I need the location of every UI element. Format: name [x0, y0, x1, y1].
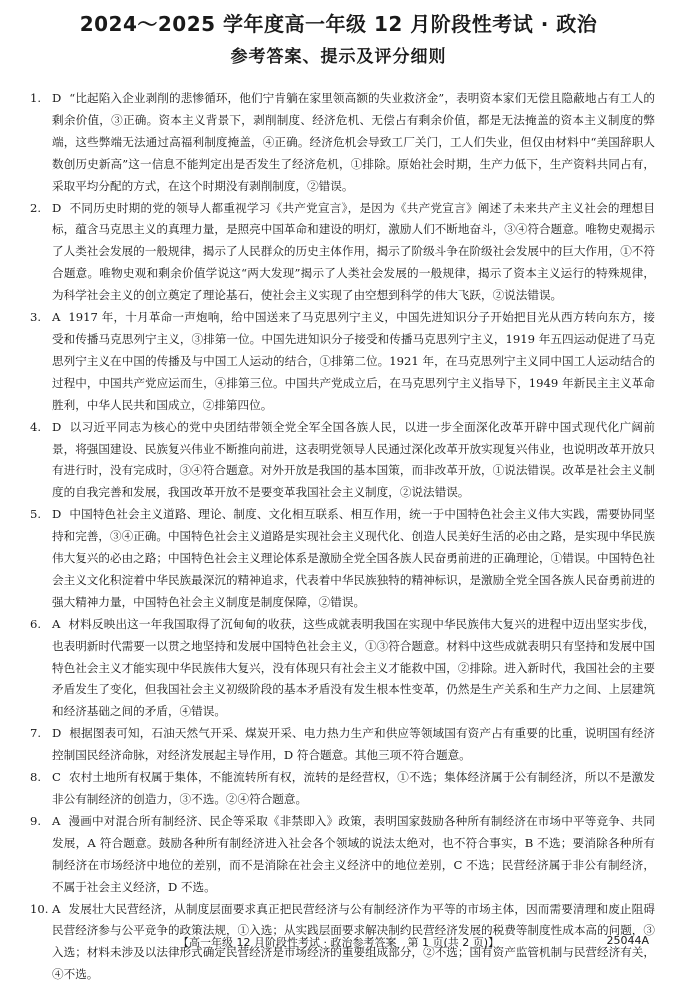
question-number: 8. [30, 770, 42, 785]
document-title: 2024～2025 学年度高一年级 12 月阶段性考试 · 政治 [79, 12, 598, 36]
question-number: 1. [30, 91, 42, 105]
answer-item [30, 504, 655, 614]
question-number: 6. [30, 616, 42, 631]
answer-choice: A [52, 813, 61, 828]
answer-explanation: 不同历史时期的党的领导人都重视学习《共产党宣言》，是因为《共产党宣言》阐述了未来共产主义社会的理想目标，蕴含马克思主义的真理力量，是照亮中国革命和建设的明灯，激励人们不断地奋斗，③④符合题意。唯物史观揭示了人类社会发展的一般规律，揭示了人民群众的历史主体作用，揭示了阶级斗争在阶级社会发展中的巨大作用，①不符合题意。唯物史观和剩余价值学说这“两大发现”揭示了人类社会发展的一般规律，揭示了资本主义运行的特殊规律，为科学社会主义的创立奠定了理论基石，使社会主义实现了由空想到科学的伟大飞跃，②说法错误。 [52, 200, 655, 303]
answer-choice: D [52, 726, 62, 741]
question-number: 3. [30, 310, 42, 325]
answer-choice: D [52, 507, 62, 522]
answer-choice: A [52, 310, 61, 325]
answer-explanation: “比起陷入企业剥削的悲惨循环，他们宁肯躺在家里领高额的失业救济金”，表明资本家们无偿且隐蔽地占有工人的剩余价值，③正确。资本主义背景下，剥削制度、经济危机、无偿占有剩余价值，都是无法掩盖的资本主义制度的弊端，这些弊端无法通过高福利制度掩盖，④正确。经济危机会导致工厂关门，工人们失业，但仅由材料中“美国辞职人数创历史新高”这一信息不能判定出是否发生了经济危机，①排除。原始社会时期，生产力低下，生产资料共同占有，采取平均分配的方式，在这个时期没有剥削制度，②错误。 [52, 91, 655, 193]
answer-item [30, 767, 655, 811]
footer-doc-code: 25044A [606, 934, 649, 947]
answer-choice: A [52, 901, 61, 916]
answer-choice: D [52, 419, 62, 434]
answer-item [30, 307, 655, 417]
question-number: 9. [30, 813, 42, 828]
answer-list [30, 88, 655, 986]
answer-item [30, 811, 655, 899]
question-number: 7. [30, 726, 42, 741]
footer-page-info: 【高一年级 12 月阶段性考试 · 政治参考答案 第 1 页(共 2 页)】 [177, 936, 500, 949]
question-number: 2. [30, 200, 42, 215]
answer-item [30, 198, 655, 308]
answer-item [30, 88, 655, 198]
answer-explanation: 根据图表可知，石油天然气开采、煤炭开采、电力热力生产和供应等领域国有资产占有重要的比重，说明国有经济控制国民经济命脉，对经济发展起主导作用，D 符合题意。其他三项不符合题意。 [52, 726, 655, 763]
answer-explanation: 1917 年，十月革命一声炮响，给中国送来了马克思列宁主义，中国先进知识分子开始把目光从西方转向东方，接受和传播马克思列宁主义，③排第一位。中国先进知识分子接受和传播马克思列宁主义，1919 年五四运动促进了马克思列宁主义在中国的传播及与中国工人运动的结合，①排第二位。1921 年，在马克思列宁主义同中国工人运动结合的过程中，中国共产党应运而生，④排第三位。中国共产党成立后，在马克思列宁主义指导下，1949 年新民主主义革命胜利，中华人民共和国成立，②排第四位。 [52, 310, 655, 412]
answer-choice: C [52, 770, 61, 785]
answer-explanation: 中国特色社会主义道路、理论、制度、文化相互联系、相互作用，统一于中国特色社会主义伟大实践，需要协同坚持和完善，③④正确。中国特色社会主义道路是实现社会主义现代化、创造人民美好生活的必由之路，是实现中华民族伟大复兴的必由之路；中国特色社会主义理论体系是激励全党全国各族人民奋勇前进的正确理论，①错误。中国特色社会主义文化积淀着中华民族最深沉的精神追求，代表着中华民族独特的精神标识，是激励全党全国各族人民奋勇前进的强大精神力量，中国特色社会主义制度是制度保障，②错误。 [52, 507, 655, 609]
page-footer [0, 934, 677, 954]
question-number: 4. [30, 419, 42, 434]
answer-explanation: 发展壮大民营经济，从制度层面要求真正把民营经济与公有制经济作为平等的市场主体，因而需要清理和废止阻碍民营经济参与公平竞争的政策法规，①入选；从实践层面要求解决制约民营经济发展的税费等制度性成本高的问题，③入选；材料未涉及以法律形式确定民营经济是市场经济的重要组成部分，②不选；国有资产监管机制与民营经济有关，④不选。 [52, 901, 655, 982]
answer-choice: D [52, 200, 62, 215]
answer-item [30, 614, 655, 724]
answer-choice: D [52, 91, 62, 105]
answer-item [30, 723, 655, 767]
answer-explanation: 漫画中对混合所有制经济、民企等采取《非禁即入》政策，表明国家鼓励各种所有制经济在市场中平等竞争、共同发展，A 符合题意。鼓励各种所有制经济进入社会各个领域的说法太绝对，也不符合事实，B 不选；要消除各种所有制经济在市场经济中地位的差别，而不是消除在社会主义经济中的地位差别，C 不选；民营经济属于非公有制经济，不属于社会主义经济，D 不选。 [52, 813, 655, 894]
question-number: 5. [30, 507, 42, 522]
answer-choice: A [52, 616, 61, 631]
answer-explanation: 以习近平同志为核心的党中央团结带领全党全军全国各族人民，以进一步全面深化改革开辟中国式现代化广阔前景，将强国建设、民族复兴伟业不断推向前进，这表明党领导人民通过深化改革开放实现复兴伟业，也说明改革开放只有进行时，没有完成时，③④符合题意。对外开放是我国的基本国策，而非改革开放，①说法错误。改革是社会主义制度的自我完善和发展，我国改革开放不是要变革我国社会主义制度，②说法错误。 [52, 419, 655, 500]
answer-explanation: 材料反映出这一年我国取得了沉甸甸的收获，这些成就表明我国在实现中华民族伟大复兴的进程中迈出坚实步伐，也表明新时代需要一以贯之地坚持和发展中国特色社会主义，①③符合题意。材料中这些成就表明只有坚持和发展中国特色社会主义才能实现中华民族伟大复兴，没有体现只有社会主义才能救中国，②排除。进入新时代，我国社会的主要矛盾发生了变化，但我国社会主义初级阶段的基本矛盾没有发生根本性变革，仍然是生产关系和生产力之间、上层建筑和经济基础之间的矛盾，④错误。 [52, 616, 655, 719]
answer-explanation: 农村土地所有权属于集体，不能流转所有权，流转的是经营权，①不选；集体经济属于公有制经济，所以不是激发非公有制经济的创造力，③不选。②④符合题意。 [52, 770, 655, 806]
document-subtitle: 参考答案、提示及评分细则 [230, 47, 447, 67]
answer-item [30, 417, 655, 505]
question-number: 10. [30, 901, 49, 916]
